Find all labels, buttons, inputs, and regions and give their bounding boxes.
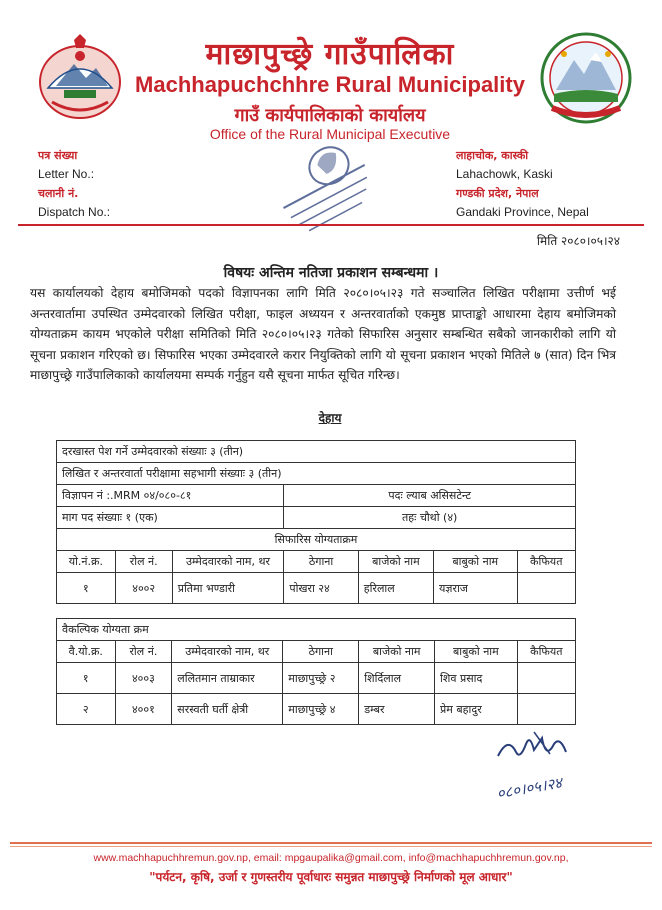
table-cell: पोखरा २४ xyxy=(284,573,358,604)
column-header: उम्मेदवारको नाम, थर xyxy=(172,641,283,663)
table-cell: डम्बर xyxy=(359,694,435,725)
footer-motto: "पर्यटन, कृषि, उर्जा र गुणस्तरीय पूर्वाधारः समुन्नत माछापुच्छ्रे निर्माणको मूल आधार" xyxy=(149,870,513,884)
municipality-logo xyxy=(538,30,634,126)
table-cell: १ xyxy=(57,663,116,694)
address-line2: Gandaki Province, Nepal xyxy=(456,205,589,219)
table-cell: ४००२ xyxy=(115,573,172,604)
post-level: तहः चौथो (४) xyxy=(284,507,576,529)
letter-meta-block xyxy=(38,146,188,222)
table-cell: ललितमान ताम्राकार xyxy=(172,663,283,694)
demand-count: माग पद संख्याः १ (एक) xyxy=(57,507,284,529)
office-name-nepali: गाउँ कार्यपालिकाको कार्यालय xyxy=(234,105,426,126)
office-name-english: Office of the Rural Municipal Executive xyxy=(209,126,451,142)
address-block xyxy=(456,146,636,222)
municipality-name-nepali: माछापुच्छ्रे गाउँपालिका xyxy=(205,37,455,72)
letter-date: मिति २०८०।०५।२४ xyxy=(536,234,620,248)
table-cell: १ xyxy=(57,573,116,604)
column-header: बाबुको नाम xyxy=(435,641,518,663)
applicants-count: दरखास्त पेश गर्ने उम्मेदवारको संख्याः ३ (तीन) xyxy=(57,441,576,463)
subject-line: विषयः अन्तिम नतिजा प्रकाशन सम्बन्धमा । xyxy=(223,265,439,281)
column-header: रोल नं. xyxy=(115,551,172,573)
footer-contact: www.machhapuchhremun.gov.np, email: mpgaupalika@gmail.com, info@machhapuchhremun.gov.np, xyxy=(93,852,569,864)
municipality-name-english: Machhapuchchhre Rural Municipality xyxy=(135,72,525,97)
section-heading-dehay: देहाय xyxy=(318,411,342,425)
table-cell: २ xyxy=(57,694,116,725)
advertisement-number: विज्ञापन नं :.MRM ०४/०८०-८१ xyxy=(57,485,284,507)
table-cell: माछापुच्छ्रे २ xyxy=(283,663,359,694)
column-header: ठेगाना xyxy=(283,641,359,663)
table-header-row xyxy=(57,641,576,663)
table-header-row xyxy=(57,551,576,573)
nepal-emblem-logo xyxy=(34,30,126,122)
column-header: कैफियत xyxy=(517,641,575,663)
office-stamp xyxy=(270,140,380,232)
alternate-merit-title: वैकल्पिक योग्यता क्रम xyxy=(57,619,576,641)
table-cell: ४००३ xyxy=(115,663,172,694)
column-header: ठेगाना xyxy=(284,551,358,573)
column-header: यो.नं.क्र. xyxy=(57,551,116,573)
column-header: कैफियत xyxy=(517,551,575,573)
signature xyxy=(490,730,610,803)
address-line1-nepali: लाहाचोक, कास्की xyxy=(456,149,529,162)
letter-no-label-nepali: पत्र संख्या xyxy=(38,149,78,162)
recommendation-section-title: सिफारिस योग्यताक्रम xyxy=(57,529,576,551)
address-line2-nepali: गण्डकी प्रदेश, नेपाल xyxy=(456,187,539,200)
column-header: उम्मेदवारको नाम, थर xyxy=(172,551,284,573)
table-cell: ४००१ xyxy=(115,694,172,725)
column-header: बाबुको नाम xyxy=(434,551,517,573)
table-row xyxy=(57,573,576,604)
table-cell xyxy=(517,663,575,694)
dispatch-no-label: Dispatch No.: xyxy=(38,205,111,219)
dispatch-no-label-nepali: चलानी नं. xyxy=(38,187,79,200)
column-header: बाजेको नाम xyxy=(358,551,433,573)
footer-divider xyxy=(10,842,652,844)
table-cell: शिर्दिलाल xyxy=(359,663,435,694)
table-cell: सरस्वती घर्ती क्षेत्री xyxy=(172,694,283,725)
header-divider xyxy=(18,224,644,226)
notice-body: यस कार्यालयको देहाय बमोजिमको पदको विज्ञापनका लागि मिति २०८०।०५।२३ गते सञ्चालित लिखित परीक्षामा उत्तीर्ण भई अन्तरवार्तामा उपस्थित उम्मेदवारको लिखित परीक्षा, फाइल अध्ययन र अन्तरवार्ताको एकमुष्ठ प्राप्ताङ्को आधारमा देहाय बमोजिमको योग्यताक्रम कायम भएकोले परीक्षा समितिको मिति २०८०।०५।२३ गतेको सिफारिस अनुसार सम्बन्धित सबैको जानकारीको लागि यो सूचना प्रकाशन गरिएको छ। सिफारिस भएका उम्मेदवारले करार नियुक्तिको लागि यो सूचना प्रकाशन भएको मितिले ७ (सात) दिन भित्र माछापुच्छ्रे गाउँपालिकाको कार्यालयमा सम्पर्क गर्नुहुन यसै सूचना मार्फत सूचित गरिन्छ। xyxy=(30,286,616,382)
column-header: वै.यो.क्र. xyxy=(57,641,116,663)
signature-date: ०८०।०५।२४ xyxy=(495,773,564,803)
alternate-merit-table xyxy=(56,618,576,725)
recommendation-table xyxy=(56,440,576,604)
table-cell xyxy=(517,573,575,604)
column-header: रोल नं. xyxy=(115,641,172,663)
participants-count: लिखित र अन्तरवार्ता परीक्षामा सहभागी संख्याः ३ (तीन) xyxy=(57,463,576,485)
table-row xyxy=(57,663,576,694)
table-cell: प्रेम बहादुर xyxy=(435,694,518,725)
table-cell: शिव प्रसाद xyxy=(435,663,518,694)
table-row xyxy=(57,694,576,725)
letter-no-label: Letter No.: xyxy=(38,167,95,181)
table-cell: प्रतिमा भण्डारी xyxy=(172,573,284,604)
footer-divider-secondary xyxy=(10,846,652,847)
column-header: बाजेको नाम xyxy=(359,641,435,663)
table-cell: माछापुच्छ्रे ४ xyxy=(283,694,359,725)
address-line1: Lahachowk, Kaski xyxy=(456,167,553,181)
post-name: पदः ल्याब असिसटेन्ट xyxy=(284,485,576,507)
table-cell xyxy=(517,694,575,725)
table-cell: हरिलाल xyxy=(358,573,433,604)
table-cell: यज्ञराज xyxy=(434,573,517,604)
